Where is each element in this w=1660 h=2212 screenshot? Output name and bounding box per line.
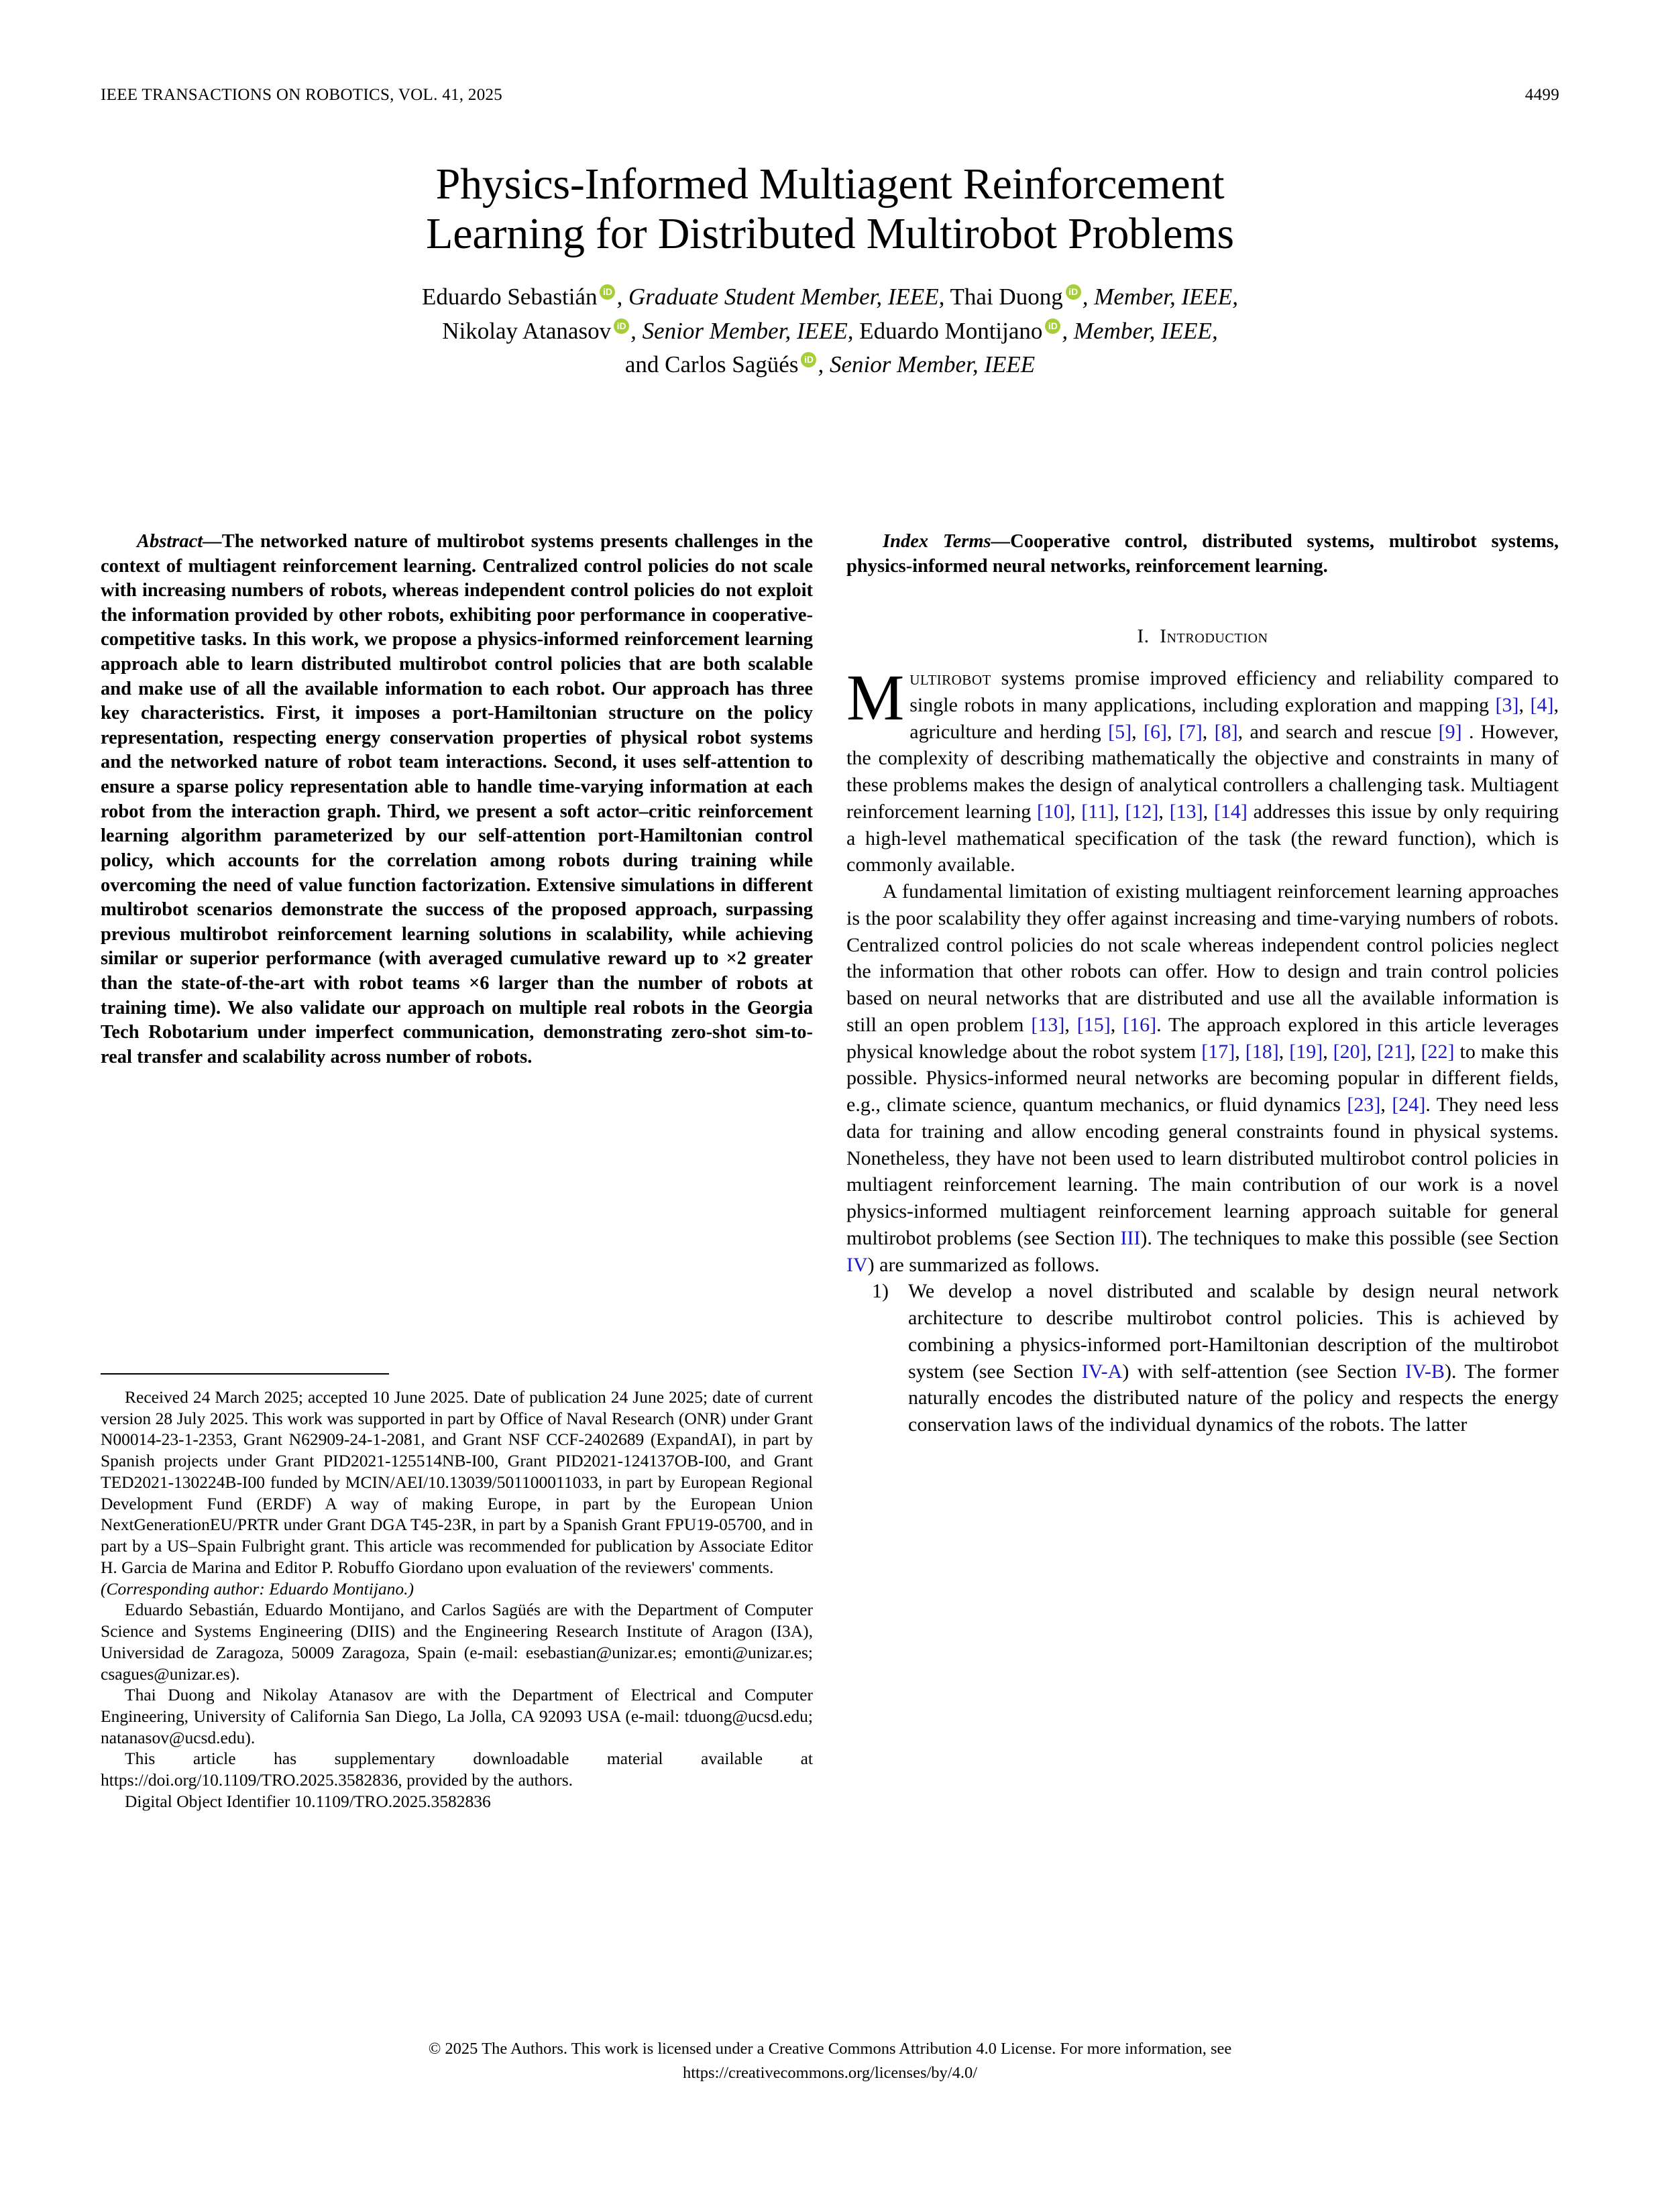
orcid-id-icon[interactable] — [801, 352, 816, 367]
intro2-text-d: . The approach explored in this article leverages physical knowledge about the robot system — [846, 1013, 1559, 1063]
citation-link[interactable]: [5] — [1108, 720, 1132, 743]
intro-text-f: , — [1202, 720, 1215, 743]
citation-link[interactable]: [6] — [1143, 720, 1167, 743]
citation-link[interactable]: [20] — [1333, 1040, 1367, 1063]
citation-link[interactable]: [15] — [1076, 1013, 1111, 1036]
intro2-text-j: to make this possible. Physics-informed neural networks are becoming popular in different fields, e.g., climate science, quantum mechanics, or fluid dynamics — [846, 1040, 1559, 1116]
author-name-1: Eduardo Sebastián — [422, 283, 598, 310]
orcid-id-icon[interactable] — [1066, 284, 1081, 300]
drop-cap: M — [846, 662, 905, 734]
intro2-text-f: , — [1278, 1040, 1290, 1063]
intro2-text-l: . They need less data for training and allow encoding general constraints found in physical systems. Nonetheless, they have not been used to learn distributed multirobot control policies in multiagent reinforcement learning. The main contribution of our work is a novel physics-informed multiagent reinforcement learning approach suitable for general multirobot problems (see Section — [846, 1094, 1559, 1249]
citation-link[interactable]: [9] — [1438, 720, 1462, 743]
footnote-area — [101, 1373, 813, 1812]
intro-paragraph-1 — [846, 662, 1559, 878]
section-link[interactable]: IV — [846, 1253, 868, 1276]
page-number: 4499 — [1525, 86, 1559, 104]
citation-link[interactable]: [14] — [1213, 800, 1248, 823]
intro2-text-m: ). The techniques to make this possible (see Section — [1140, 1226, 1559, 1249]
footnote-rule — [101, 1373, 389, 1375]
intro-text-m: addresses this issue by only requiring a high-level mathematical specification of the task (the reward function), which is commonly available. — [846, 800, 1559, 876]
citation-link[interactable]: [18] — [1245, 1040, 1279, 1063]
author-name-3: Nikolay Atanasov — [442, 317, 612, 344]
index-terms-body: Cooperative control, distributed systems, multirobot systems, physics-informed neural networks, reinforcement learning. — [846, 531, 1559, 577]
running-head — [101, 86, 1559, 105]
citation-link[interactable]: [22] — [1421, 1040, 1455, 1063]
citation-link[interactable]: [13] — [1169, 800, 1203, 823]
intro2-text-b: , — [1064, 1013, 1077, 1036]
author-rank-3: , Senior Member, IEEE, — [630, 317, 854, 344]
intro-text-a: systems promise improved efficiency and reliability compared to single robots in many applications, including exploration and mapping — [909, 667, 1559, 716]
footnote-doi: Digital Object Identifier 10.1109/TRO.2025.3582836 — [125, 1791, 491, 1811]
section-heading-introduction — [846, 626, 1559, 648]
intro-text-b: , — [1518, 693, 1531, 716]
intro2-text-i: , — [1410, 1040, 1421, 1063]
intro2-text-n: ) are summarized as follows. — [867, 1253, 1100, 1276]
left-column — [101, 530, 813, 1069]
section-numeral: I. — [1137, 626, 1150, 648]
footnote-affiliation-1: Eduardo Sebastián, Eduardo Montijano, and Carlos Sagüés are with the Department of Computer Science and Systems Engineering (DIIS) and the Engineering Research Institute of Aragon (I3A), Universidad de Zaragoza, 50009 Zaragoza, Spain (e-mail: esebastian@unizar.es; emonti@unizar.es; csagues@unizar.es). — [101, 1600, 813, 1684]
license-line-1: © 2025 The Authors. This work is licensed under a Creative Commons Attribution 4.0 License. For more information, see — [428, 2040, 1232, 2058]
intro-text-d: , — [1131, 720, 1144, 743]
abstract-label: Abstract— — [137, 531, 222, 552]
citation-link[interactable]: [21] — [1377, 1040, 1411, 1063]
contribution-list — [846, 1278, 1559, 1438]
index-terms-label: Index Terms— — [883, 531, 1011, 552]
intro-text-l: , — [1203, 800, 1214, 823]
citation-link[interactable]: [13] — [1031, 1013, 1065, 1036]
intro-text-e: , — [1166, 720, 1179, 743]
citation-link[interactable]: [10] — [1037, 800, 1071, 823]
intro-paragraph-2 — [846, 878, 1559, 1278]
footnote-affiliation-2: Thai Duong and Nikolay Atanasov are with the Department of Electrical and Computer Engineering, University of California San Diego, La Jolla, CA 92093 USA (e-mail: tduong@ucsd.edu; natanasov@ucsd.edu). — [101, 1685, 813, 1747]
intro-text-h: . However, the complexity of describing mathematically the objective and constraints in many of these problems makes the design of analytical controllers a challenging task. Multiagent reinforcement learning — [846, 720, 1559, 823]
author-rank-5: , Senior Member, IEEE — [818, 351, 1036, 378]
footnote-received: Received 24 March 2025; accepted 10 June 2025. Date of publication 24 June 2025; date of current version 28 July 2025. This work was supported in part by Office of Naval Research (ONR) under Grant N00014-23-1-2353, Grant N62909-24-1-2081, and Grant NSF CCF-2402689 (ExpandAI), in part by Spanish projects under Grant PID2021-125514NB-I00, Grant PID2021-124137OB-I00, and Grant TED2021-130224B-I00 funded by MCIN/AEI/10.13039/501100011033, in part by European Regional Development Fund (ERDF) A way of making Europe, in part by the European Union NextGenerationEU/PRTR under Grant DGA T45-23R, in part by a Spanish Grant FPU19-05700, and in part by a US–Spain Fulbright grant. This article was recommended for publication by Associate Editor H. Garcia de Marina and Editor P. Robuffo Giordano upon evaluation of the reviewers' comments. — [101, 1387, 813, 1577]
author-list — [181, 280, 1479, 382]
intro-smallcaps-word: ultirobot — [909, 667, 991, 690]
author-rank-4: , Member, IEEE, — [1062, 317, 1218, 344]
orcid-id-icon[interactable] — [614, 318, 629, 334]
intro-text-k: , — [1158, 800, 1170, 823]
orcid-id-icon[interactable] — [1045, 318, 1060, 334]
license-footer — [101, 2037, 1559, 2085]
title-block — [181, 160, 1479, 382]
citation-link[interactable]: [24] — [1392, 1094, 1426, 1116]
citation-link[interactable]: [19] — [1289, 1040, 1323, 1063]
intro-text-i: , — [1070, 800, 1082, 823]
author-rank-2: , Member, IEEE, — [1082, 283, 1238, 310]
intro-text-j: , — [1114, 800, 1125, 823]
list-item-marker: 1) — [872, 1280, 889, 1303]
author-name-2: Thai Duong — [944, 283, 1063, 310]
intro-text-g: , and search and rescue — [1237, 720, 1439, 743]
list-item-text-c: ). The former naturally encodes the distributed nature of the policy and respects the energy conservation laws of the individual dynamics of the robots. The latter — [908, 1360, 1559, 1436]
intro2-text-e: , — [1235, 1040, 1246, 1063]
list-item-text-a: We develop a novel distributed and scalable by design neural network architecture to describe multirobot control policies. This is achieved by combining a physics-informed port-Hamiltonian description of the multirobot system (see Section — [908, 1280, 1559, 1383]
footnote-supplementary-material: This article has supplementary downloadable material available at https://doi.org/10.1109/TRO.2025.3582836, provided by the authors. — [101, 1749, 813, 1790]
section-link[interactable]: IV-A — [1081, 1360, 1123, 1383]
abstract-paragraph — [101, 530, 813, 1069]
intro2-text-a: A fundamental limitation of existing multiagent reinforcement learning approaches is the poor scalability they offer against increasing and time-varying numbers of robots. Centralized control policies do not scale whereas independent control policies neglect the information that other robots can offer. How to design and train control policies based on neural networks that are distributed and use all the available information is still an open problem — [846, 880, 1559, 1036]
right-column — [846, 530, 1559, 1438]
title-line-1: Physics-Informed Multiagent Reinforcement — [435, 160, 1225, 209]
section-title: Introduction — [1160, 626, 1268, 648]
page-title — [181, 160, 1479, 259]
author-name-5: and Carlos Sagüés — [624, 351, 799, 378]
citation-link[interactable]: [16] — [1123, 1013, 1157, 1036]
author-name-4: Eduardo Montijano — [853, 317, 1043, 344]
journal-title: IEEE TRANSACTIONS ON ROBOTICS, VOL. 41, 2025 — [101, 86, 503, 104]
citation-link[interactable]: [4] — [1530, 693, 1554, 716]
section-link[interactable]: IV-B — [1405, 1360, 1445, 1383]
citation-link[interactable]: [23] — [1347, 1094, 1381, 1116]
index-terms-paragraph — [846, 530, 1559, 579]
citation-link[interactable]: [11] — [1081, 800, 1115, 823]
citation-link[interactable]: [3] — [1495, 693, 1519, 716]
citation-link[interactable]: [12] — [1125, 800, 1159, 823]
citation-link[interactable]: [7] — [1178, 720, 1203, 743]
footnote-list — [101, 1387, 813, 1812]
footnote-corresponding-author: (Corresponding author: Eduardo Montijano.) — [101, 1578, 414, 1598]
section-link[interactable]: III — [1120, 1226, 1141, 1249]
title-line-2: Learning for Distributed Multirobot Problems — [426, 209, 1234, 258]
intro2-text-g: , — [1323, 1040, 1333, 1063]
intro2-text-h: , — [1366, 1040, 1378, 1063]
license-line-2: https://creativecommons.org/licenses/by/4.0/ — [682, 2063, 978, 2082]
abstract-body: The networked nature of multirobot systems presents challenges in the context of multiagent reinforcement learning. Centralized control policies do not scale with increasing numbers of robots, whereas independent control policies do not exploit the information provided by other robots, exhibiting poor performance in cooperative-competitive tasks. In this work, we propose a physics-informed reinforcement learning approach able to learn distributed multirobot control policies that are both scalable and make use of all the available information to each robot. Our approach has three key characteristics. First, it imposes a port-Hamiltonian structure on the policy representation, respecting energy conservation properties of physical robot systems and the networked nature of robot team interactions. Second, it uses self-attention to ensure a sparse policy representation able to handle time-varying information at each robot from the interaction graph. Third, we present a soft actor–critic reinforcement learning algorithm parameterized by our self-attention port-Hamiltonian control policy, which accounts for the correlation among robots during training while overcoming the need of value function factorization. Extensive simulations in different multirobot scenarios demonstrate the success of the proposed approach, surpassing previous multirobot reinforcement learning solutions in scalability, while achieving similar or superior performance (with averaged cumulative reward up to ×2 greater than the state-of-the-art with robot teams ×6 larger than the number of robots at training time). We also validate our approach on multiple real robots in the Georgia Tech Robotarium under imperfect communication, demonstrating zero-shot sim-to-real transfer and scalability across number of robots. — [101, 531, 813, 1067]
citation-link[interactable]: [17] — [1201, 1040, 1235, 1063]
author-rank-1: , Graduate Student Member, IEEE, — [616, 283, 945, 310]
intro2-text-c: , — [1110, 1013, 1123, 1036]
list-item — [846, 1278, 1559, 1438]
orcid-id-icon[interactable] — [600, 284, 615, 300]
list-item-text-b: ) with self-attention (see Section — [1122, 1360, 1406, 1383]
intro2-text-k: , — [1380, 1094, 1392, 1116]
introduction-body — [846, 662, 1559, 1438]
intro-text-c: , agriculture and herding — [909, 693, 1559, 743]
citation-link[interactable]: [8] — [1214, 720, 1238, 743]
